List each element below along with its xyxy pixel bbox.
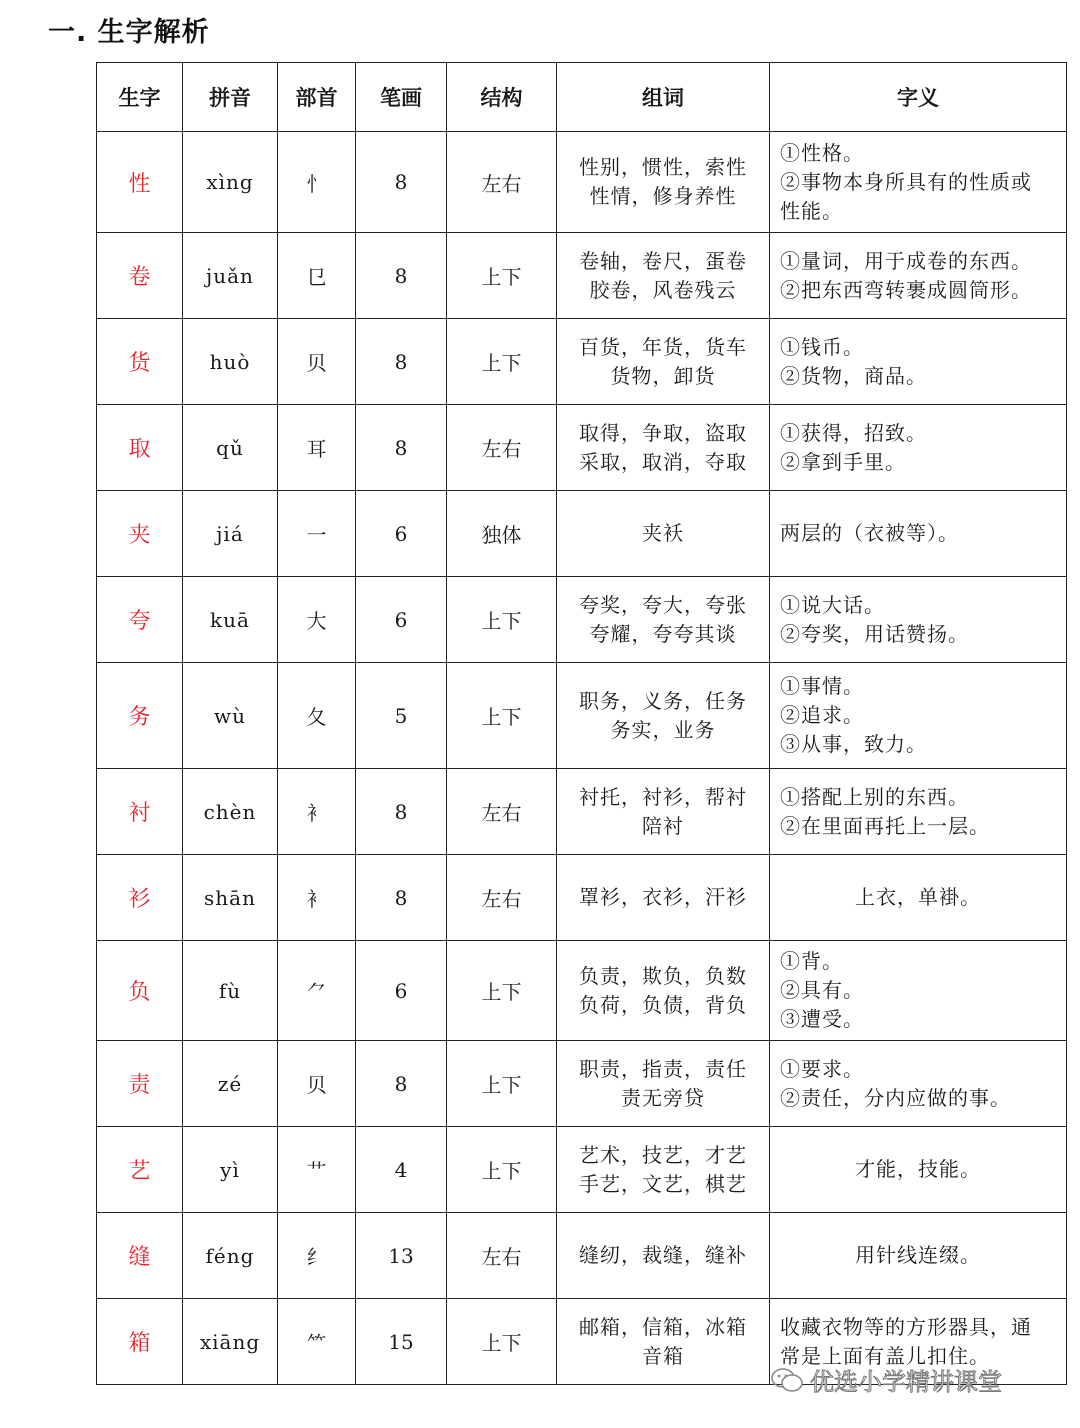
cell-structure: 上下 xyxy=(447,233,557,319)
cell-structure: 独体 xyxy=(447,491,557,577)
table-row xyxy=(97,1127,1067,1213)
cell-words xyxy=(557,1127,770,1213)
table-row xyxy=(97,577,1067,663)
cell-radical: ⺮ xyxy=(278,1299,356,1385)
cell-structure: 左右 xyxy=(447,1213,557,1299)
table-row xyxy=(97,1041,1067,1127)
cell-char: 负 xyxy=(97,941,183,1041)
table-row xyxy=(97,319,1067,405)
cell-char: 箱 xyxy=(97,1299,183,1385)
meaning-line: 常是上面有盖儿扣住。 xyxy=(780,1343,990,1368)
cell-pinyin: zé xyxy=(183,1041,278,1127)
cell-strokes: 8 xyxy=(356,405,447,491)
cell-words xyxy=(557,233,770,319)
cell-strokes: 6 xyxy=(356,941,447,1041)
vocabulary-table xyxy=(96,62,1067,1385)
cell-pinyin: féng xyxy=(183,1213,278,1299)
cell-meaning xyxy=(770,405,1067,491)
cell-pinyin: yì xyxy=(183,1127,278,1213)
table-header-row xyxy=(97,63,1067,132)
cell-radical: 一 xyxy=(278,491,356,577)
cell-pinyin: huò xyxy=(183,319,278,405)
wechat-icon xyxy=(770,1367,804,1393)
word-line: 负责，欺负，负数 xyxy=(579,963,747,988)
cell-strokes: 4 xyxy=(356,1127,447,1213)
meaning-line: ①钱币。 xyxy=(780,334,864,359)
meaning-line: ③从事，致力。 xyxy=(780,732,927,756)
cell-strokes: 6 xyxy=(356,577,447,663)
word-line: 音箱 xyxy=(642,1343,684,1368)
table-row xyxy=(97,491,1067,577)
cell-pinyin: xìng xyxy=(183,132,278,233)
cell-radical: 耳 xyxy=(278,405,356,491)
cell-char: 艺 xyxy=(97,1127,183,1213)
cell-structure: 左右 xyxy=(447,405,557,491)
cell-meaning xyxy=(770,855,1067,941)
word-line: 务实，业务 xyxy=(610,717,716,742)
meaning-line: ②具有。 xyxy=(780,978,864,1002)
table-row xyxy=(97,855,1067,941)
cell-strokes: 15 xyxy=(356,1299,447,1385)
cell-pinyin: qǔ xyxy=(183,405,278,491)
meaning-line: ①要求。 xyxy=(780,1056,864,1081)
word-line: 缝纫，裁缝，缝补 xyxy=(579,1243,747,1267)
cell-strokes: 8 xyxy=(356,132,447,233)
word-line: 夹袄 xyxy=(642,521,684,545)
table-row xyxy=(97,941,1067,1041)
word-line: 性别，惯性，索性 xyxy=(579,155,747,179)
cell-pinyin: fù xyxy=(183,941,278,1041)
meaning-line: ①事情。 xyxy=(780,674,864,698)
cell-char: 性 xyxy=(97,132,183,233)
cell-structure: 左右 xyxy=(447,132,557,233)
cell-pinyin: xiāng xyxy=(183,1299,278,1385)
word-line: 百货，年货，货车 xyxy=(579,334,747,359)
cell-radical: ⺈ xyxy=(278,941,356,1041)
cell-structure: 上下 xyxy=(447,577,557,663)
cell-strokes: 8 xyxy=(356,233,447,319)
word-line: 职责，指责，责任 xyxy=(579,1056,747,1081)
cell-meaning xyxy=(770,769,1067,855)
cell-radical: 大 xyxy=(278,577,356,663)
cell-meaning xyxy=(770,132,1067,233)
word-line: 衬托，衬衫，帮衬 xyxy=(579,784,747,809)
cell-radical: 衤 xyxy=(278,855,356,941)
cell-radical: 艹 xyxy=(278,1127,356,1213)
cell-meaning xyxy=(770,663,1067,769)
cell-words xyxy=(557,405,770,491)
cell-words xyxy=(557,132,770,233)
word-line: 陪衬 xyxy=(642,813,684,838)
meaning-line: ①搭配上别的东西。 xyxy=(780,784,969,809)
header-radical: 部首 xyxy=(278,63,356,132)
cell-pinyin: wù xyxy=(183,663,278,769)
word-line: 罩衫，衣衫，汗衫 xyxy=(579,885,747,909)
table-row xyxy=(97,663,1067,769)
cell-words xyxy=(557,769,770,855)
cell-words xyxy=(557,577,770,663)
word-line: 胶卷，风卷残云 xyxy=(589,277,737,302)
word-line: 邮箱，信箱，冰箱 xyxy=(579,1314,747,1339)
cell-structure: 左右 xyxy=(447,855,557,941)
cell-words xyxy=(557,1299,770,1385)
table-row xyxy=(97,769,1067,855)
cell-structure: 上下 xyxy=(447,941,557,1041)
table-row xyxy=(97,132,1067,233)
cell-structure: 上下 xyxy=(447,1127,557,1213)
cell-structure: 上下 xyxy=(447,1299,557,1385)
page-title: 一. 生字解析 xyxy=(48,17,210,48)
cell-radical: 贝 xyxy=(278,1041,356,1127)
cell-meaning xyxy=(770,319,1067,405)
cell-meaning xyxy=(770,1041,1067,1127)
meaning-line: 才能，技能。 xyxy=(855,1157,981,1181)
cell-pinyin: shān xyxy=(183,855,278,941)
cell-pinyin: kuā xyxy=(183,577,278,663)
cell-char: 货 xyxy=(97,319,183,405)
word-line: 夸奖，夸大，夸张 xyxy=(579,592,747,617)
cell-structure: 上下 xyxy=(447,663,557,769)
cell-words xyxy=(557,1213,770,1299)
cell-words xyxy=(557,941,770,1041)
meaning-line: ②夸奖，用话赞扬。 xyxy=(780,621,969,646)
cell-strokes: 8 xyxy=(356,855,447,941)
meaning-line: ②拿到手里。 xyxy=(780,449,906,474)
header-char: 生字 xyxy=(97,63,183,132)
header-meaning: 字义 xyxy=(770,63,1067,132)
cell-char: 夸 xyxy=(97,577,183,663)
meaning-line: ②责任，分内应做的事。 xyxy=(780,1085,1011,1110)
meaning-line: ①性格。 xyxy=(780,140,864,165)
header-words: 组词 xyxy=(557,63,770,132)
table-row xyxy=(97,405,1067,491)
word-line: 责无旁贷 xyxy=(621,1085,705,1110)
cell-char: 务 xyxy=(97,663,183,769)
meaning-line: ②把东西弯转裹成圆筒形。 xyxy=(780,277,1032,302)
word-line: 采取，取消，夺取 xyxy=(579,449,747,474)
word-line: 卷轴，卷尺，蛋卷 xyxy=(579,248,747,273)
cell-words xyxy=(557,855,770,941)
meaning-line: ③遭受。 xyxy=(780,1007,864,1031)
meaning-line: ②事物本身所具有的性质或 xyxy=(780,169,1032,194)
cell-strokes: 8 xyxy=(356,1041,447,1127)
word-line: 取得，争取，盗取 xyxy=(579,420,747,445)
table-row xyxy=(97,1213,1067,1299)
meaning-line: ②货物，商品。 xyxy=(780,363,927,388)
cell-structure: 左右 xyxy=(447,769,557,855)
cell-radical: 夂 xyxy=(278,663,356,769)
header-strokes: 笔画 xyxy=(356,63,447,132)
cell-meaning xyxy=(770,491,1067,577)
meaning-line: ①背。 xyxy=(780,949,843,973)
meaning-line: 上衣，单褂。 xyxy=(855,885,981,909)
meaning-line: ②在里面再托上一层。 xyxy=(780,813,990,838)
cell-strokes: 8 xyxy=(356,319,447,405)
watermark xyxy=(770,1362,1002,1397)
cell-radical: 纟 xyxy=(278,1213,356,1299)
cell-char: 衬 xyxy=(97,769,183,855)
cell-char: 卷 xyxy=(97,233,183,319)
cell-char: 缝 xyxy=(97,1213,183,1299)
cell-radical: 忄 xyxy=(278,132,356,233)
meaning-line: 两层的（衣被等）。 xyxy=(780,521,959,545)
cell-words xyxy=(557,491,770,577)
word-line: 负荷，负债，背负 xyxy=(579,992,747,1017)
cell-words xyxy=(557,663,770,769)
cell-pinyin: juǎn xyxy=(183,233,278,319)
cell-strokes: 13 xyxy=(356,1213,447,1299)
word-line: 职务，义务，任务 xyxy=(579,688,747,713)
cell-structure: 上下 xyxy=(447,1041,557,1127)
word-line: 夸耀，夸夸其谈 xyxy=(589,621,737,646)
cell-pinyin: chèn xyxy=(183,769,278,855)
cell-radical: 贝 xyxy=(278,319,356,405)
cell-meaning xyxy=(770,1127,1067,1213)
cell-char: 责 xyxy=(97,1041,183,1127)
meaning-line: 收藏衣物等的方形器具，通 xyxy=(780,1314,1032,1339)
cell-pinyin: jiá xyxy=(183,491,278,577)
cell-radical: 衤 xyxy=(278,769,356,855)
cell-meaning xyxy=(770,1213,1067,1299)
watermark-text: 优选小学精讲课堂 xyxy=(810,1368,1002,1396)
meaning-line: ①量词，用于成卷的东西。 xyxy=(780,248,1032,273)
cell-strokes: 5 xyxy=(356,663,447,769)
word-line: 手艺，文艺，棋艺 xyxy=(579,1171,747,1196)
cell-words xyxy=(557,319,770,405)
cell-structure: 上下 xyxy=(447,319,557,405)
meaning-line: ①获得，招致。 xyxy=(780,420,927,445)
cell-char: 衫 xyxy=(97,855,183,941)
cell-words xyxy=(557,1041,770,1127)
cell-radical: 㔾 xyxy=(278,233,356,319)
meaning-line: ①说大话。 xyxy=(780,592,885,617)
header-structure: 结构 xyxy=(447,63,557,132)
cell-strokes: 8 xyxy=(356,769,447,855)
cell-meaning xyxy=(770,941,1067,1041)
table-row xyxy=(97,233,1067,319)
word-line: 性情，修身养性 xyxy=(589,184,737,208)
cell-strokes: 6 xyxy=(356,491,447,577)
meaning-line: 用针线连缀。 xyxy=(855,1243,981,1267)
table-body xyxy=(97,132,1067,1385)
word-line: 艺术，技艺，才艺 xyxy=(579,1142,747,1167)
header-pinyin: 拼音 xyxy=(183,63,278,132)
meaning-line: 性能。 xyxy=(780,198,843,223)
cell-meaning xyxy=(770,577,1067,663)
cell-char: 夹 xyxy=(97,491,183,577)
meaning-line: ②追求。 xyxy=(780,703,864,727)
cell-meaning xyxy=(770,233,1067,319)
cell-char: 取 xyxy=(97,405,183,491)
word-line: 货物，卸货 xyxy=(610,363,716,388)
